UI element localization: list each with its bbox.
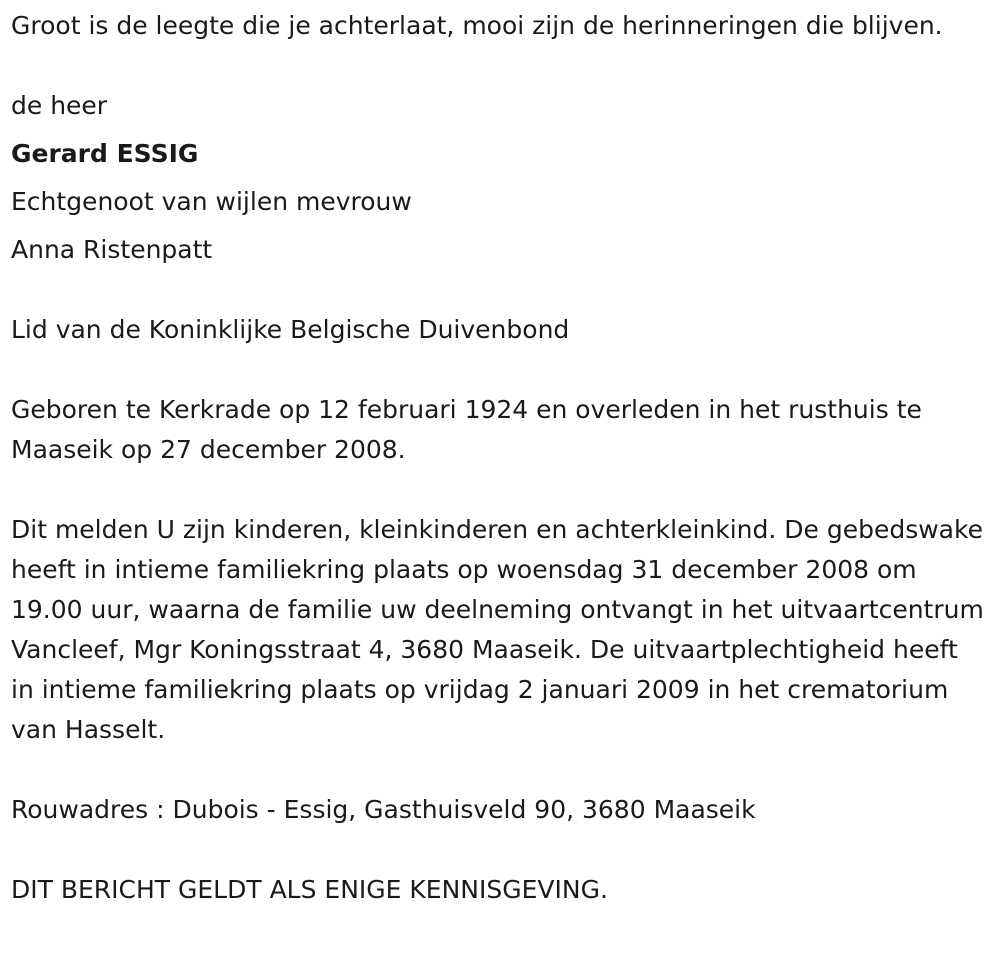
notice-text: DIT BERICHT GELDT ALS ENIGE KENNISGEVING. <box>11 875 608 904</box>
spacer <box>11 270 986 310</box>
relation-line-2: Anna Ristenpatt <box>11 235 213 264</box>
birth-death-text: Geboren te Kerkrade op 12 februari 1924 en overleden in het rusthuis te Maaseik op 27 december 2008. <box>11 395 922 464</box>
relation-line-1: Echtgenoot van wijlen mevrouw <box>11 187 412 216</box>
spacer <box>11 174 986 182</box>
deceased-name: Gerard ESSIG <box>11 139 199 168</box>
mourning-address: Rouwadres : Dubois - Essig, Gasthuisveld 90, 3680 Maaseik <box>11 795 756 824</box>
spacer <box>11 126 986 134</box>
spacer <box>11 750 986 790</box>
obituary-document <box>11 6 986 910</box>
spacer <box>11 470 986 510</box>
opening-quote: Groot is de leegte die je achterlaat, mooi zijn de herinneringen die blijven. <box>11 11 943 40</box>
spacer <box>11 222 986 230</box>
spacer <box>11 46 986 86</box>
membership-text: Lid van de Koninklijke Belgische Duivenbond <box>11 315 570 344</box>
spacer <box>11 350 986 390</box>
spacer <box>11 830 986 870</box>
announcement-text: Dit melden U zijn kinderen, kleinkinderen en achterkleinkind. De gebedswake heeft in intieme familiekring plaats op woensdag 31 december 2008 om 19.00 uur, waarna de familie uw deelneming ontvangt in het uitvaartcentrum Vancleef, Mgr Koningsstraat 4, 3680 Maaseik. De uitvaartplechtigheid heeft in intieme familiekring plaats op vrijdag 2 januari 2009 in het crematorium van Hasselt. <box>11 515 984 744</box>
title-prefix: de heer <box>11 91 108 120</box>
